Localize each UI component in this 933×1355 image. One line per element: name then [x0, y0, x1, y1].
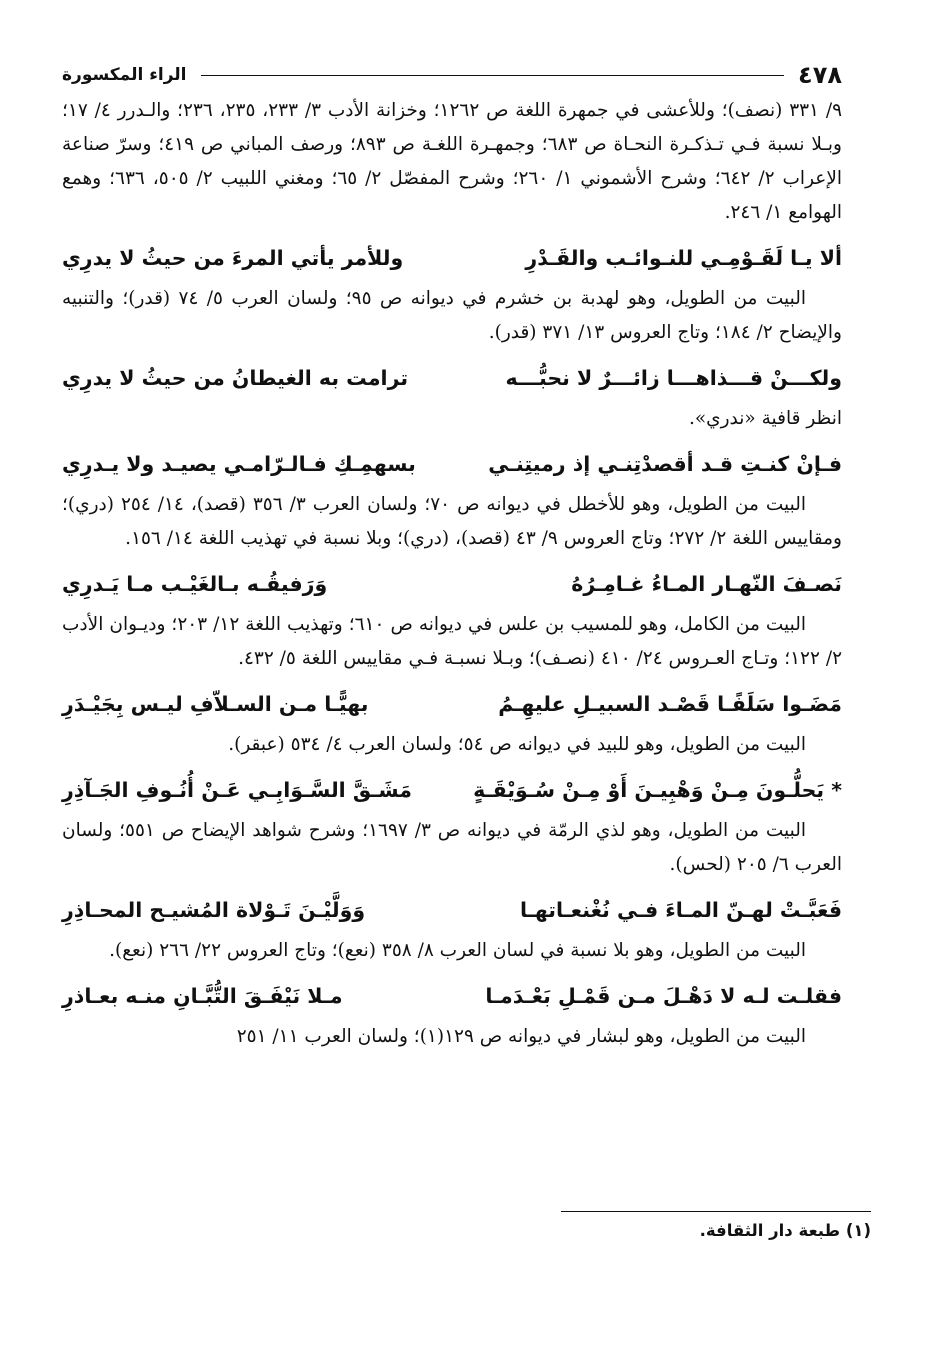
- verse-line: [62, 560, 842, 608]
- verse-second-hemistich: بسهمِـكِ فـالـرّامـي يصيـد ولا يـدرِي: [62, 452, 416, 476]
- entry-8: [62, 972, 842, 1054]
- entry-list: [62, 234, 842, 1054]
- page-header: [62, 56, 842, 94]
- entry-7: [62, 886, 842, 968]
- verse-note: البيت من الطويل، وهو لبشار في ديوانه ص ١٢٩(١)؛ ولسان العرب ١١/ ٢٥١: [236, 1026, 806, 1047]
- verse-second-hemistich: وَرَفيقُـه بـالغَيْـب مـا يَـدرِي: [62, 572, 328, 596]
- footnote-rule: [561, 1211, 871, 1212]
- verse-line: [62, 766, 842, 814]
- verse-second-hemistich: وَوَلَّيْـنَ تَـوْلاة المُشيـح المحـاذِرِ: [62, 898, 366, 922]
- header-rule: [201, 75, 785, 76]
- page-number: ٤٧٨: [798, 61, 842, 89]
- verse-line: [62, 972, 842, 1020]
- page-body: [62, 56, 842, 1056]
- verse-note: البيت من الطويل، وهو للأخطل في ديوانه ص ٧٠؛ ولسان العرب ٣/ ٣٥٦ (قصد)، ١٤/ ٢٥٤ (دري)؛ ومقاييس اللغة ٢/ ٢٧٢؛ وتاج العروس ٩/ ٤٣ (قصد)، (دري)؛ وبلا نسبة في تهذيب اللغة ١٤/ ١٥٦.: [62, 494, 842, 549]
- footnote: (١) طبعة دار الثقافة.: [699, 1221, 871, 1240]
- verse-first-hemistich: * يَحلُّـونَ مِـنْ وَهْبِيـنَ أَوْ مِـنْ سُـوَيْقَـةٍ: [473, 778, 842, 802]
- verse-first-hemistich: ألا يـا لَقَـوْمِـي للنـوائـب والقَـدْرِ: [525, 246, 842, 270]
- verse-line: [62, 440, 842, 488]
- entry-6: [62, 766, 842, 882]
- verse-line: [62, 354, 842, 402]
- verse-note: البيت من الطويل، وهو بلا نسبة في لسان العرب ٨/ ٣٥٨ (نعع)؛ وتاج العروس ٢٢/ ٢٦٦ (نعع).: [109, 940, 806, 961]
- verse-first-hemistich: فَعَبَّـتْ لهـنّ المـاءَ فـي نُغْنعـاتهـا: [520, 898, 842, 922]
- verse-note: البيت من الطويل، وهو لذي الرمّة في ديوانه ص ٣/ ١٦٩٧؛ وشرح شواهد الإيضاح ص ٥٥١؛ ولسان العرب ٦/ ٢٠٥ (لحس).: [62, 820, 842, 875]
- entry-2: [62, 354, 842, 436]
- verse-note: البيت من الطويل، وهو لهدبة بن خشرم في ديوانه ص ٩٥؛ ولسان العرب ٥/ ٧٤ (قدر)؛ والتنبيه والإيضاح ٢/ ١٨٤؛ وتاج العروس ١٣/ ٣٧١ (قدر).: [62, 288, 842, 343]
- verse-note: البيت من الكامل، وهو للمسيب بن علس في ديوانه ص ٦١٠؛ وتهذيب اللغة ١٢/ ٢٠٣؛ وديـوان الأدب ٢/ ١٢٢؛ وتـاج العـروس ٢٤/ ٤١٠ (نصـف)؛ وبـلا نسبـة فـي مقاييس اللغة ٥/ ٤٣٢.: [62, 614, 842, 669]
- verse-note: انظر قافية «ندري».: [688, 408, 842, 429]
- entry-3: [62, 440, 842, 556]
- intro-note: ٩/ ٣٣١ (نصف)؛ وللأعشى في جمهرة اللغة ص ١٢٦٢؛ وخزانة الأدب ٣/ ٢٣٣، ٢٣٥، ٢٣٦؛ والـدرر ٤/ ١٧؛ وبـلا نسبة فـي تـذكـرة النحـاة ص ٦٨٣؛ وجمهـرة اللغـة ص ٨٩٣؛ ورصف المباني ص ٤١٩؛ وسرّ صناعة الإعراب ٢/ ٦٤٢؛ وشرح الأشموني ١/ ٢٦٠؛ وشرح المفصّل ٢/ ٦٥؛ ومغني اللبيب ٢/ ٥٠٥، ٦٣٦؛ وهمع الهوامع ١/ ٢٤٦.: [62, 100, 843, 223]
- verse-first-hemistich: فـإنْ كنـتِ قـد أقصدْتِنـي إذ رميتِنـي: [488, 452, 842, 476]
- verse-second-hemistich: مـلا نَيْفَـقَ التُّبَّـانِ منـه بعـاذرِ: [62, 984, 343, 1008]
- entry-5: [62, 680, 842, 762]
- verse-line: [62, 234, 842, 282]
- verse-first-hemistich: نَصـفَ النّهـار المـاءُ غـامِـرُهُ: [571, 572, 842, 596]
- running-title: الراء المكسورة: [62, 65, 187, 85]
- verse-second-hemistich: بهيًّـا مـن السـلاّفِ ليـس بِجَيْـدَرِ: [62, 692, 369, 716]
- verse-first-hemistich: ولكـــنْ قـــذاهـــا زائـــرٌ لا نحبُّـــه: [505, 366, 842, 390]
- verse-line: [62, 680, 842, 728]
- verse-second-hemistich: ترامت به الغيطانُ من حيثُ لا يدرِي: [62, 366, 409, 390]
- verse-second-hemistich: وللأمر يأتي المرءَ من حيثُ لا يدرِي: [62, 246, 404, 270]
- verse-second-hemistich: مَشَـقَّ السَّـوَابِـي عَـنْ أُنُـوفِ الجَـآذِرِ: [62, 778, 412, 802]
- verse-note: البيت من الطويل، وهو للبيد في ديوانه ص ٥٤؛ ولسان العرب ٤/ ٥٣٤ (عبقر).: [228, 734, 806, 755]
- entry-1: [62, 234, 842, 350]
- entry-4: [62, 560, 842, 676]
- verse-line: [62, 886, 842, 934]
- verse-first-hemistich: فقلـت لـه لا دَهْـلَ مـن قَمْـلِ بَعْـدَمـا: [485, 984, 842, 1008]
- verse-first-hemistich: مَضَـوا سَلَفًـا قَصْـد السبيـلِ عليهِـمُ: [498, 692, 842, 716]
